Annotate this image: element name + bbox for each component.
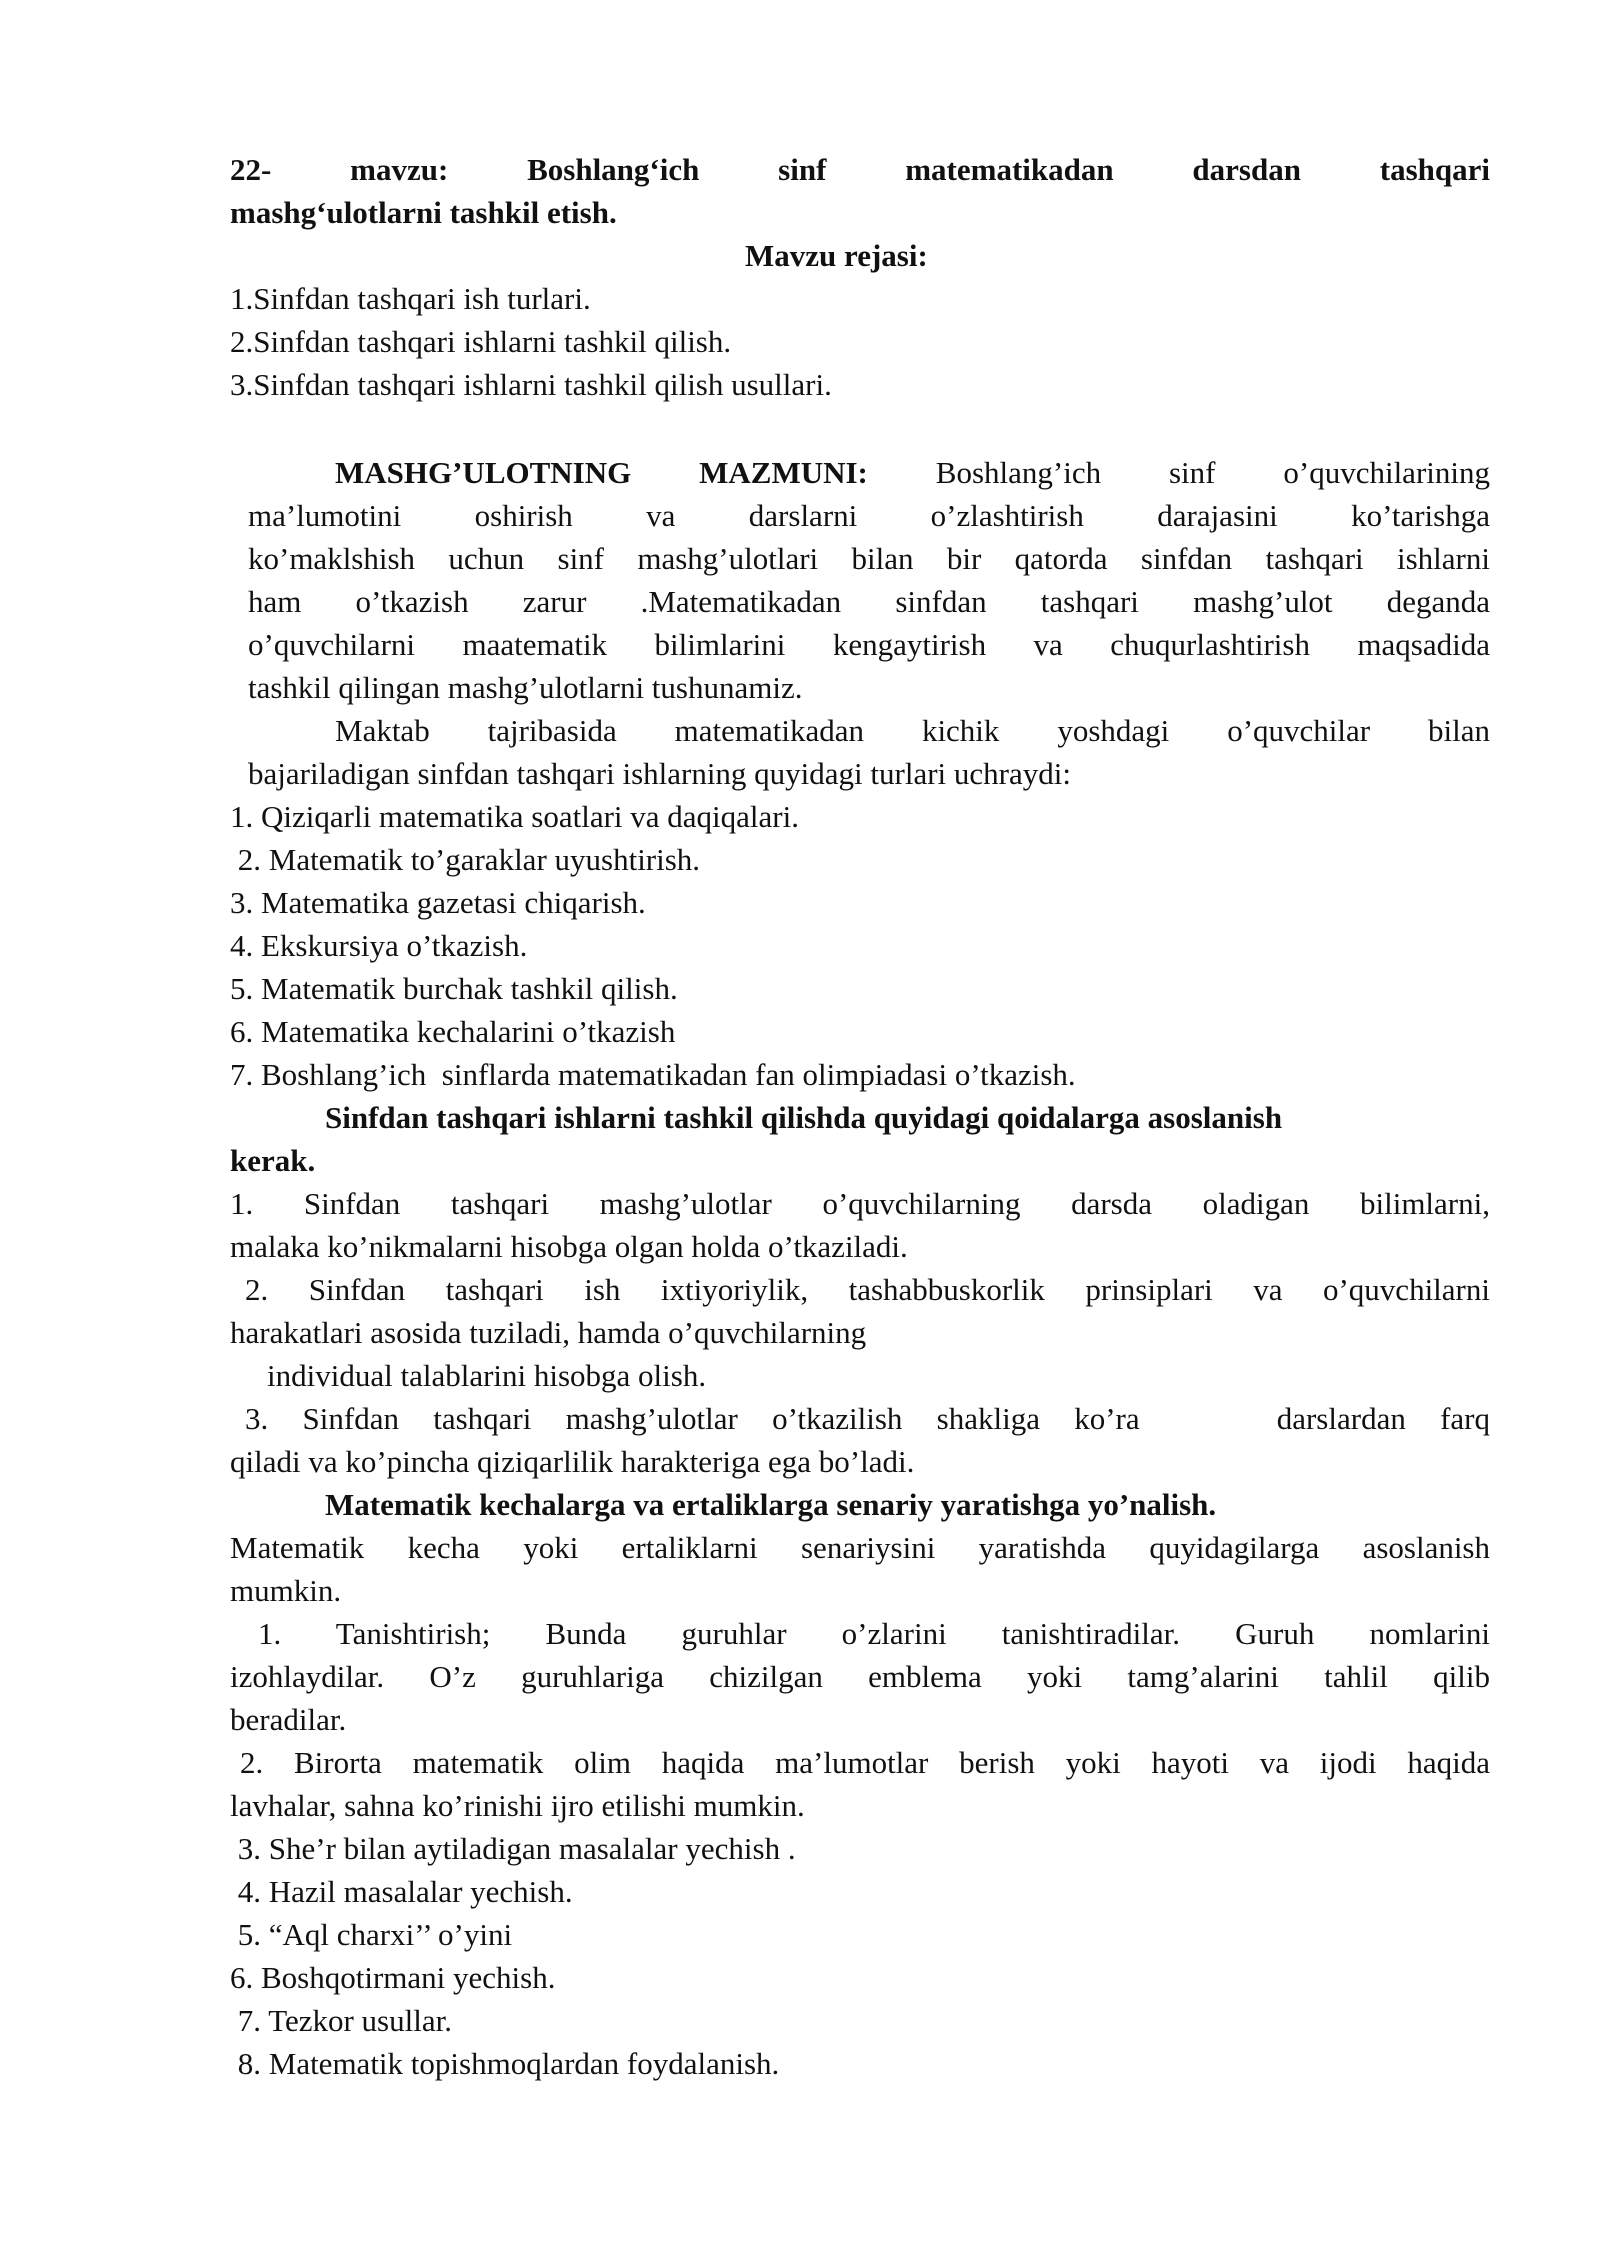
rule-2-line: individual talablarini hisobga olish. bbox=[267, 1358, 707, 1393]
title-line-1: 22- mavzu: Boshlang‘ich sinf matematikadan darsdan tashqari bbox=[230, 152, 1490, 187]
scenario-item: 5. “Aql charxi’’ o’yini bbox=[230, 1917, 513, 1952]
content-line: ma’lumotini oshirish va darslarni o’zlashtirish darajasini ko’tarishga bbox=[248, 498, 1490, 533]
content-first-line bbox=[335, 455, 1490, 491]
plan-item: 1.Sinfdan tashqari ish turlari. bbox=[230, 281, 591, 316]
plan-item: 2.Sinfdan tashqari ishlarni tashkil qilish. bbox=[230, 324, 732, 359]
types-list-item: 4. Ekskursiya o’tkazish. bbox=[230, 928, 528, 963]
title-line-2: mashg‘ulotlarni tashkil etish. bbox=[230, 195, 617, 230]
scenario-item-line: izohlaydilar. O’z guruhlariga chizilgan emblema yoki tamg’alarini tahlil qilib bbox=[230, 1659, 1490, 1694]
content-label: MASHG’ULOTNING MAZMUNI: bbox=[335, 455, 868, 490]
scenario-intro-line: Matematik kecha yoki ertaliklarni senariysini yaratishda quyidagilarga asoslanish bbox=[230, 1530, 1490, 1565]
types-list-item: 2. Matematik to’garaklar uyushtirish. bbox=[230, 842, 701, 877]
maktab-line-1: Maktab tajribasida matematikadan kichik yoshdagi o’quvchilar bilan bbox=[335, 713, 1490, 748]
scenario-item: 3. She’r bilan aytiladigan masalalar yechish . bbox=[230, 1831, 796, 1866]
rule-1-line: malaka ko’nikmalarni hisobga olgan holda o’tkaziladi. bbox=[230, 1229, 908, 1264]
scenario-item: 8. Matematik topishmoqlardan foydalanish. bbox=[230, 2046, 780, 2081]
scenario-item: 7. Tezkor usullar. bbox=[230, 2003, 452, 2038]
scenario-item-line: 2. Birorta matematik olim haqida ma’lumotlar berish yoki hayoti va ijodi haqida bbox=[240, 1745, 1490, 1780]
plan-item: 3.Sinfdan tashqari ishlarni tashkil qilish usullari. bbox=[230, 367, 832, 402]
maktab-line-2: bajariladigan sinfdan tashqari ishlarning quyidagi turlari uchraydi: bbox=[248, 756, 1071, 791]
content-line: ko’maklshish uchun sinf mashg’ulotlari bilan bir qatorda sinfdan tashqari ishlarni bbox=[248, 541, 1490, 576]
scenario-item-line: lavhalar, sahna ko’rinishi ijro etilishi mumkin. bbox=[230, 1788, 805, 1823]
content-line: tashkil qilingan mashg’ulotlarni tushunamiz. bbox=[248, 670, 803, 705]
types-list-item: 5. Matematik burchak tashkil qilish. bbox=[230, 971, 678, 1006]
rule-2-line: 2. Sinfdan tashqari ish ixtiyoriylik, tashabbuskorlik prinsiplari va o’quvchilarni bbox=[245, 1272, 1490, 1307]
rules-heading-line-1: Sinfdan tashqari ishlarni tashkil qilishda quyidagi qoidalarga asoslanish bbox=[325, 1100, 1283, 1135]
types-list-item: 6. Matematika kechalarini o’tkazish bbox=[230, 1014, 676, 1049]
rules-heading-line-2: kerak. bbox=[230, 1143, 316, 1178]
rule-3-line: qiladi va ko’pincha qiziqarlilik harakteriga ega bo’ladi. bbox=[230, 1444, 915, 1479]
types-list-item: 3. Matematika gazetasi chiqarish. bbox=[230, 885, 646, 920]
content-line: o’quvchilarni maatematik bilimlarini kengaytirish va chuqurlashtirish maqsadida bbox=[248, 627, 1490, 662]
types-list-item: 7. Boshlang’ich sinflarda matematikadan fan olimpiadasi o’tkazish. bbox=[230, 1057, 1076, 1092]
scenario-heading: Matematik kechalarga va ertaliklarga senariy yaratishga yo’nalish. bbox=[325, 1487, 1217, 1522]
types-list-item: 1. Qiziqarli matematika soatlari va daqiqalari. bbox=[230, 799, 799, 834]
scenario-item: 4. Hazil masalalar yechish. bbox=[230, 1874, 573, 1909]
scenario-item: 6. Boshqotirmani yechish. bbox=[230, 1960, 556, 1995]
content-line: ham o’tkazish zarur .Matematikadan sinfdan tashqari mashg’ulot deganda bbox=[248, 584, 1490, 619]
content-first-line-rest: Boshlang’ich sinf o’quvchilarining bbox=[935, 455, 1490, 490]
plan-heading: Mavzu rejasi: bbox=[745, 238, 928, 273]
rule-1-line: 1. Sinfdan tashqari mashg’ulotlar o’quvchilarning darsda oladigan bilimlarni, bbox=[230, 1186, 1490, 1221]
scenario-intro-line: mumkin. bbox=[230, 1573, 342, 1608]
scenario-item-line: 1. Tanishtirish; Bunda guruhlar o’zlarini tanishtiradilar. Guruh nomlarini bbox=[258, 1616, 1490, 1651]
rule-3-line: 3. Sinfdan tashqari mashg’ulotlar o’tkazilish shakliga ko’ra darslardan farq bbox=[245, 1401, 1490, 1436]
scenario-item-line: beradilar. bbox=[230, 1702, 347, 1737]
rule-2-line: harakatlari asosida tuziladi, hamda o’quvchilarning bbox=[230, 1315, 867, 1350]
